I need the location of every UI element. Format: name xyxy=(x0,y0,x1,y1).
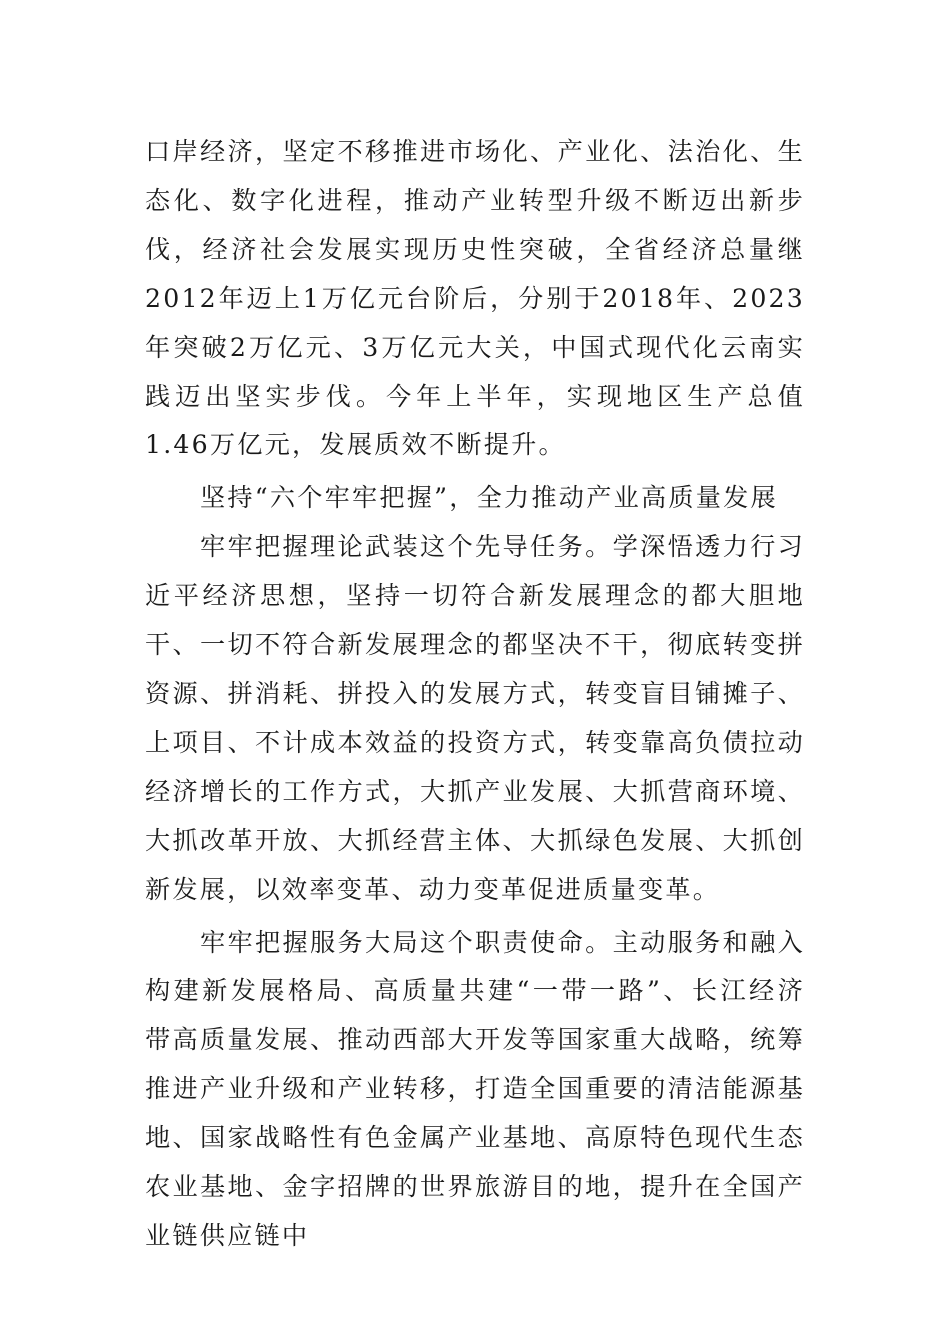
paragraph-continued: 口岸经济，坚定不移推进市场化、产业化、法治化、生态化、数字化进程，推动产业转型升级不断迈出新步伐，经济社会发展实现历史性突破，全省经济总量继2012年迈上1万亿元台阶后，分别于2018年、2023年突破2万亿元、3万亿元大关，中国式现代化云南实践迈出坚实步伐。今年上半年，实现地区生产总值1.46万亿元，发展质效不断提升。 xyxy=(145,137,805,460)
paragraph-service: 牢牢把握服务大局这个职责使命。主动服务和融入构建新发展格局、高质量共建“一带一路”、长江经济带高质量发展、推动西部大开发等国家重大战略，统筹推进产业升级和产业转移，打造全国重要的清洁能源基地、国家战略性有色金属产业基地、高原特色现代生态农业基地、金字招牌的世界旅游目的地，提升在全国产业链供应链中 xyxy=(145,927,805,1250)
document-page xyxy=(145,128,805,1261)
section-heading: 坚持“六个牢牢把握”，全力推动产业高质量发展 xyxy=(200,483,778,513)
paragraph-theory: 牢牢把握理论武装这个先导任务。学深悟透力行习近平经济思想，坚持一切符合新发展理念的都大胆地干、一切不符合新发展理念的都坚决不干，彻底转变拼资源、拼消耗、拼投入的发展方式，转变盲目铺摊子、上项目、不计成本效益的投资方式，转变靠高负债拉动经济增长的工作方式，大抓产业发展、大抓营商环境、大抓改革开放、大抓经营主体、大抓绿色发展、大抓创新发展，以效率变革、动力变革促进质量变革。 xyxy=(145,532,805,904)
